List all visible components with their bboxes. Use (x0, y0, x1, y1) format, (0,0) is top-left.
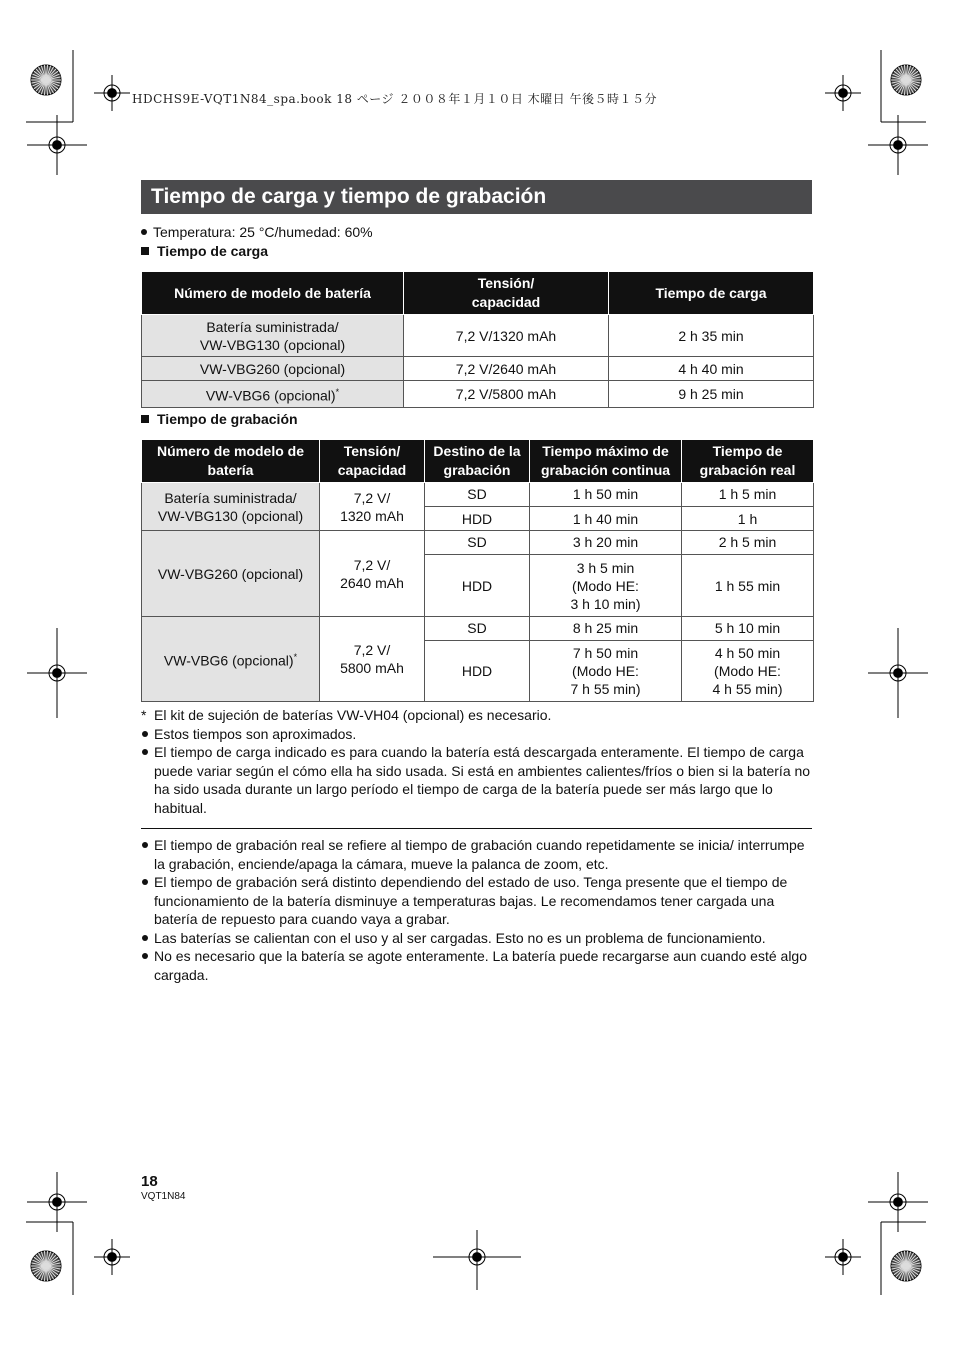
voltage-cell: 7,2 V/ 5800 mAh (320, 617, 425, 702)
note-item (141, 947, 813, 984)
max-time-cell: 7 h 50 min (Modo HE: 7 h 55 min) (530, 641, 682, 702)
voltage-cell: 7,2 V/ 2640 mAh (320, 531, 425, 617)
voltage-cell: 7,2 V/5800 mAh (404, 381, 609, 408)
charge-section-label-text: Tiempo de carga (157, 243, 269, 259)
footnote (141, 706, 813, 725)
table-row (142, 381, 814, 408)
model-cell: Batería suministrada/ VW-VBG130 (opcional) (142, 483, 320, 531)
print-header: HDCHS9E-VQT1N84_spa.book 18 ページ ２００８年１月１０日 木曜日 午後５時１５分 (132, 92, 657, 106)
footnote-text: El kit de sujeción de baterías VW-VH04 (opcional) es necesario. (154, 707, 552, 723)
model-cell: VW-VBG260 (opcional) (142, 531, 320, 617)
destination-cell: HDD (425, 641, 530, 702)
note-text: El tiempo de grabación será distinto dependiendo del estado de uso. Tenga presente que el tiempo de funcionamiento de la batería disminuye a temperaturas bajas. Le recomendamos tener cargada una batería de repuesto para cuando vaya a grabar. (154, 874, 788, 927)
real-time-cell: 4 h 50 min (Modo HE: 4 h 55 min) (682, 641, 814, 702)
real-time-cell: 1 h (682, 507, 814, 531)
col-header-model: Número de modelo de batería (142, 440, 320, 483)
charge-time-cell: 4 h 40 min (609, 357, 814, 381)
notes-block-b (141, 836, 813, 984)
charge-time-cell: 9 h 25 min (609, 381, 814, 408)
max-time-cell: 8 h 25 min (530, 617, 682, 641)
note-item (141, 725, 813, 744)
charge-time-cell: 2 h 35 min (609, 315, 814, 357)
condition-line (141, 223, 373, 241)
record-section-label-text: Tiempo de grabación (157, 411, 298, 427)
note-text: El tiempo de carga indicado es para cuando la batería está descargada enteramente. El tiempo de carga puede variar según el cómo ella ha sido usada. Si está en ambientes calientes/fríos o bien si la batería no ha sido usada durante un largo período el tiempo de carga de la batería puede ser más largo que lo habitual. (154, 744, 811, 816)
model-cell: VW-VBG6 (opcional)* (142, 381, 404, 408)
condition-text: Temperatura: 25 °C/humedad: 60% (153, 224, 373, 240)
record-time-table (141, 439, 814, 702)
voltage-cell: 7,2 V/2640 mAh (404, 357, 609, 381)
divider (141, 828, 812, 829)
charge-section-label (141, 242, 268, 260)
max-time-cell: 3 h 5 min (Modo HE: 3 h 10 min) (530, 555, 682, 617)
charge-time-table (141, 271, 814, 408)
model-cell: Batería suministrada/ VW-VBG130 (opcional) (142, 315, 404, 357)
bullet-icon (142, 879, 148, 885)
page-number: 18 (141, 1173, 158, 1190)
real-time-cell: 1 h 5 min (682, 483, 814, 507)
bullet-icon (142, 731, 148, 737)
record-section-label (141, 410, 298, 428)
page-code: VQT1N84 (141, 1191, 186, 1202)
note-item (141, 836, 813, 873)
note-item (141, 929, 813, 948)
col-header-model: Número de modelo de batería (142, 272, 404, 315)
real-time-cell: 1 h 55 min (682, 555, 814, 617)
destination-cell: HDD (425, 507, 530, 531)
table-row (142, 617, 814, 641)
destination-cell: HDD (425, 555, 530, 617)
model-cell: VW-VBG6 (opcional)* (142, 617, 320, 702)
col-header-voltage: Tensión/ capacidad (404, 272, 609, 315)
note-item (141, 743, 813, 817)
max-time-cell: 1 h 50 min (530, 483, 682, 507)
square-bullet-icon (141, 247, 149, 255)
destination-cell: SD (425, 483, 530, 507)
footnote-marker: * (141, 707, 147, 723)
note-text: No es necesario que la batería se agote enteramente. La batería puede recargarse aun cuando esté algo cargada. (154, 948, 808, 983)
max-time-cell: 3 h 20 min (530, 531, 682, 555)
destination-cell: SD (425, 531, 530, 555)
table-row (142, 483, 814, 507)
model-cell: VW-VBG260 (opcional) (142, 357, 404, 381)
table-row (142, 357, 814, 381)
real-time-cell: 5 h 10 min (682, 617, 814, 641)
max-time-cell: 1 h 40 min (530, 507, 682, 531)
table-row (142, 531, 814, 555)
destination-cell: SD (425, 617, 530, 641)
bullet-icon (142, 953, 148, 959)
bullet-icon (142, 749, 148, 755)
col-header-voltage: Tensión/ capacidad (320, 440, 425, 483)
table-row (142, 315, 814, 357)
voltage-cell: 7,2 V/ 1320 mAh (320, 483, 425, 531)
note-item (141, 873, 813, 929)
page-title: Tiempo de carga y tiempo de grabación (141, 180, 812, 214)
square-bullet-icon (141, 415, 149, 423)
bullet-icon (142, 842, 148, 848)
col-header-destination: Destino de la grabación (425, 440, 530, 483)
col-header-real-time: Tiempo de grabación real (682, 440, 814, 483)
voltage-cell: 7,2 V/1320 mAh (404, 315, 609, 357)
real-time-cell: 2 h 5 min (682, 531, 814, 555)
bullet-icon (141, 229, 147, 235)
note-text: Estos tiempos son aproximados. (154, 725, 357, 742)
note-text: Las baterías se calientan con el uso y al ser cargadas. Esto no es un problema de funcionamiento. (154, 929, 766, 946)
col-header-charge-time: Tiempo de carga (609, 272, 814, 315)
note-text: El tiempo de grabación real se refiere al tiempo de grabación cuando repetidamente se inicia/ interrumpe la grabación, enciende/apaga la cámara, mueve la palanca de zoom, etc. (154, 837, 805, 872)
notes-block-a (141, 706, 813, 817)
col-header-max-time: Tiempo máximo de grabación continua (530, 440, 682, 483)
bullet-icon (142, 935, 148, 941)
